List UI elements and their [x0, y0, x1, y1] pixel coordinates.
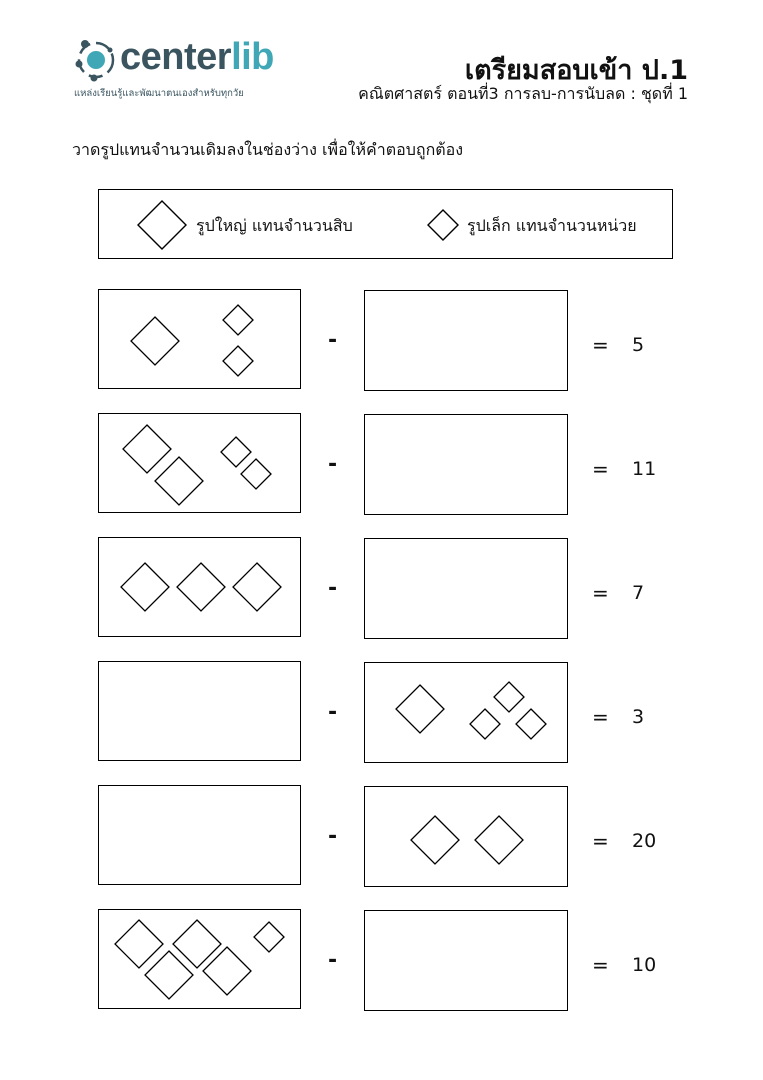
legend-box — [98, 189, 673, 259]
big-diamond — [177, 563, 225, 611]
small-diamond — [516, 709, 546, 739]
right-box[interactable] — [364, 662, 568, 763]
right-box[interactable] — [364, 538, 568, 639]
answer-value: 20 — [632, 830, 657, 852]
left-box[interactable] — [98, 413, 301, 513]
left-box[interactable] — [98, 537, 301, 637]
equals-sign: = — [592, 581, 609, 605]
equals-sign: = — [592, 457, 609, 481]
equals-sign: = — [592, 829, 609, 853]
diamonds — [99, 910, 302, 1010]
left-box[interactable] — [98, 909, 301, 1009]
minus-sign: - — [328, 700, 338, 725]
big-diamond — [145, 951, 193, 999]
equals-sign: = — [592, 953, 609, 977]
big-diamond — [396, 685, 444, 733]
answer-value: 7 — [632, 582, 645, 604]
minus-sign: - — [328, 824, 338, 849]
right-box[interactable] — [364, 290, 568, 391]
logo-tagline: แหล่งเรียนรู้และพัฒนาตนเองสำหรับทุกวัย — [74, 88, 244, 99]
small-diamond-icon — [427, 209, 459, 241]
big-diamond — [155, 457, 203, 505]
legend-big-label: รูปใหญ่ แทนจำนวนสิบ — [196, 216, 353, 235]
big-diamond-icon — [137, 200, 187, 250]
equals-sign: = — [592, 333, 609, 357]
right-box[interactable] — [364, 910, 568, 1011]
left-box[interactable] — [98, 661, 301, 761]
minus-sign: - — [328, 948, 338, 973]
minus-sign: - — [328, 328, 338, 353]
small-diamond — [223, 305, 253, 335]
diamonds — [365, 787, 569, 888]
page-title: เตรียมสอบเข้า ป.1 — [464, 55, 688, 86]
small-diamond — [241, 459, 271, 489]
answer-value: 10 — [632, 954, 657, 976]
big-diamond — [411, 816, 459, 864]
left-box[interactable] — [98, 785, 301, 885]
small-diamond — [223, 346, 253, 376]
minus-sign: - — [328, 452, 338, 477]
big-diamond — [131, 317, 179, 365]
equals-sign: = — [592, 705, 609, 729]
big-diamond — [123, 425, 171, 473]
minus-sign: - — [328, 576, 338, 601]
small-diamond — [254, 922, 284, 952]
logo-icon — [72, 34, 124, 86]
diamonds — [99, 538, 302, 638]
right-box[interactable] — [364, 414, 568, 515]
diamonds — [365, 663, 569, 764]
page-subtitle: คณิตศาสตร์ ตอนที่3 การลบ-การนับลด : ชุดที่ 1 — [358, 84, 688, 103]
small-diamond — [470, 709, 500, 739]
big-diamond — [121, 563, 169, 611]
small-diamond — [494, 682, 524, 712]
big-diamond — [115, 920, 163, 968]
legend-small-label: รูปเล็ก แทนจำนวนหน่วย — [467, 216, 637, 235]
diamonds — [99, 414, 302, 514]
diamonds — [99, 290, 302, 390]
left-box[interactable] — [98, 289, 301, 389]
big-diamond — [475, 816, 523, 864]
answer-value: 5 — [632, 334, 645, 356]
right-box[interactable] — [364, 786, 568, 887]
answer-value: 3 — [632, 706, 645, 728]
logo — [72, 34, 302, 104]
instruction-text: วาดรูปแทนจำนวนเดิมลงในช่องว่าง เพื่อให้คำตอบถูกต้อง — [72, 140, 464, 159]
logo-wordmark: centerlib — [120, 36, 274, 78]
small-diamond — [221, 437, 251, 467]
answer-value: 11 — [632, 458, 657, 480]
big-diamond — [233, 563, 281, 611]
